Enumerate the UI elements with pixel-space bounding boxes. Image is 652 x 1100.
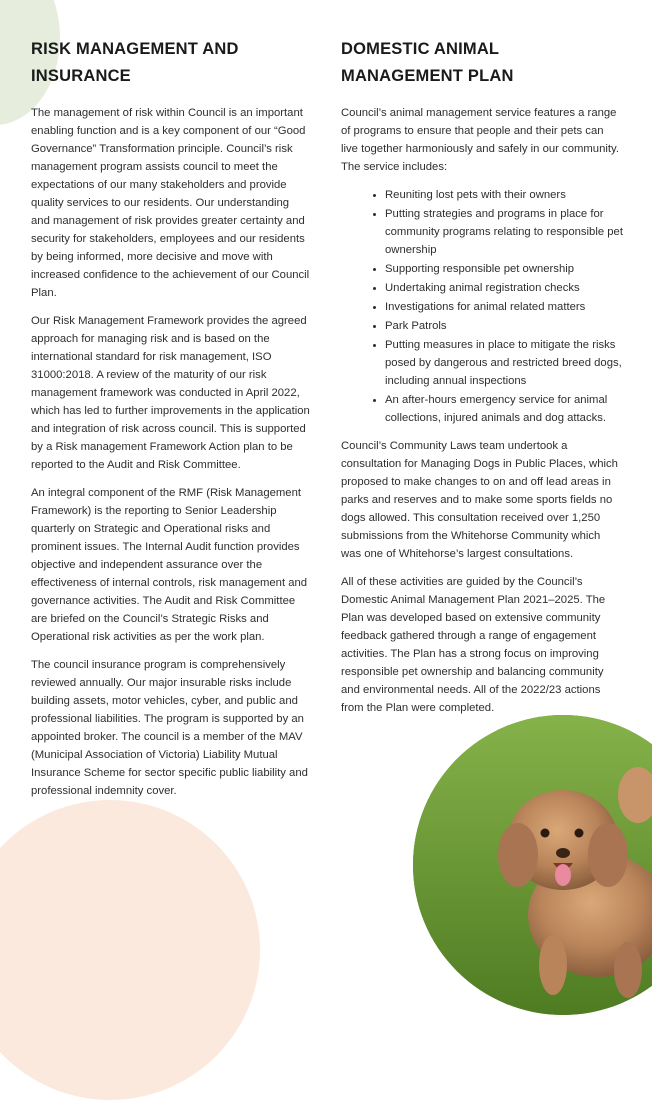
list-item: • Supporting responsible pet ownership xyxy=(385,260,623,278)
risk-paragraph-4: The council insurance program is comprehensively reviewed annually. Our major insurable risks include building assets, motor vehicles, cyber, and public and professional liabilities. The program is supported by an appointed broker. The council is a member of the MAV (Municipal Association of Victoria) Liability Mutual Insurance Scheme for sector specific public liability and professional indemnity cover. xyxy=(31,659,308,797)
risk-paragraph-3: An integral component of the RMF (Risk Management Framework) is the reporting to Senior Leadership quarterly on Strategic and Operational risks and prominent issues. The Internal Audit function provides objective and independent assurance over the effectiveness of internal controls, risk management and governance activities. The Audit and Risk Committee are briefed on the Council’s Strategic Risks and Operational risk activities as per the work plan. xyxy=(31,487,308,643)
risk-paragraph-1: The management of risk within Council is an important enabling function and is a key component of our “Good Governance” Transformation principle. Council’s risk management program assists council to meet the expectations of our many stakeholders and provide quality services to our residents. Our understanding and management of risk provides greater certainty and security for stakeholders, employees and our residents by being informed, more decisive and move with increased confidence to the achievement of our Council Plan. xyxy=(31,107,310,299)
animal-paragraph-2: All of these activities are guided by the Council’s Domestic Animal Management Plan 2021–2025. The Plan was developed based on extensive community feedback gathered through a range of engagement activities. The Plan has a strong focus on improving responsible pet ownership and balancing community and environmental needs. All of the 2022/23 actions from the Plan were completed. xyxy=(341,576,606,714)
list-item: • Reuniting lost pets with their owners xyxy=(385,186,623,204)
list-item: • Putting measures in place to mitigate the risks posed by dangerous and restricted breed dogs, including annual inspections xyxy=(385,336,623,390)
service-list xyxy=(341,186,623,427)
section-title-risk: RISK MANAGEMENT AND INSURANCE xyxy=(31,40,239,85)
risk-management-section xyxy=(31,36,311,810)
list-item: • Undertaking animal registration checks xyxy=(385,279,623,297)
list-item: • Putting strategies and programs in place for community programs relating to responsible pet ownership xyxy=(385,205,623,259)
decorative-circle-bottom xyxy=(0,800,260,1100)
animal-intro: Council’s animal management service features a range of programs to ensure that people and their pets can live together harmoniously and safely in our community. The service includes: xyxy=(341,107,619,173)
list-item: • An after-hours emergency service for animal collections, injured animals and dog attacks. xyxy=(385,391,623,427)
risk-paragraph-2: Our Risk Management Framework provides the agreed approach for managing risk and is based on the international standard for risk management, ISO 31000:2018. A review of the maturity of our risk management framework was conducted in April 2022, which has led to further improvements in the application and integration of risk across council. This is supported by a Risk management Framework Action plan to be reported to the Audit and Risk Committee. xyxy=(31,315,310,471)
section-title-animal: DOMESTIC ANIMAL MANAGEMENT PLAN xyxy=(341,40,514,85)
dog-photo xyxy=(413,715,652,1015)
animal-paragraph-1: Council’s Community Laws team undertook a consultation for Managing Dogs in Public Places, which proposed to make changes to on and off lead areas in parks and reserves and to make some sports fields no dogs allowed. This consultation received over 1,250 submissions from the Whitehorse Community which was one of Whitehorse’s largest consultations. xyxy=(341,440,618,560)
dog-illustration xyxy=(413,715,652,1015)
animal-management-section xyxy=(341,36,623,727)
list-item: • Investigations for animal related matters xyxy=(385,298,623,316)
list-item: • Park Patrols xyxy=(385,317,623,335)
